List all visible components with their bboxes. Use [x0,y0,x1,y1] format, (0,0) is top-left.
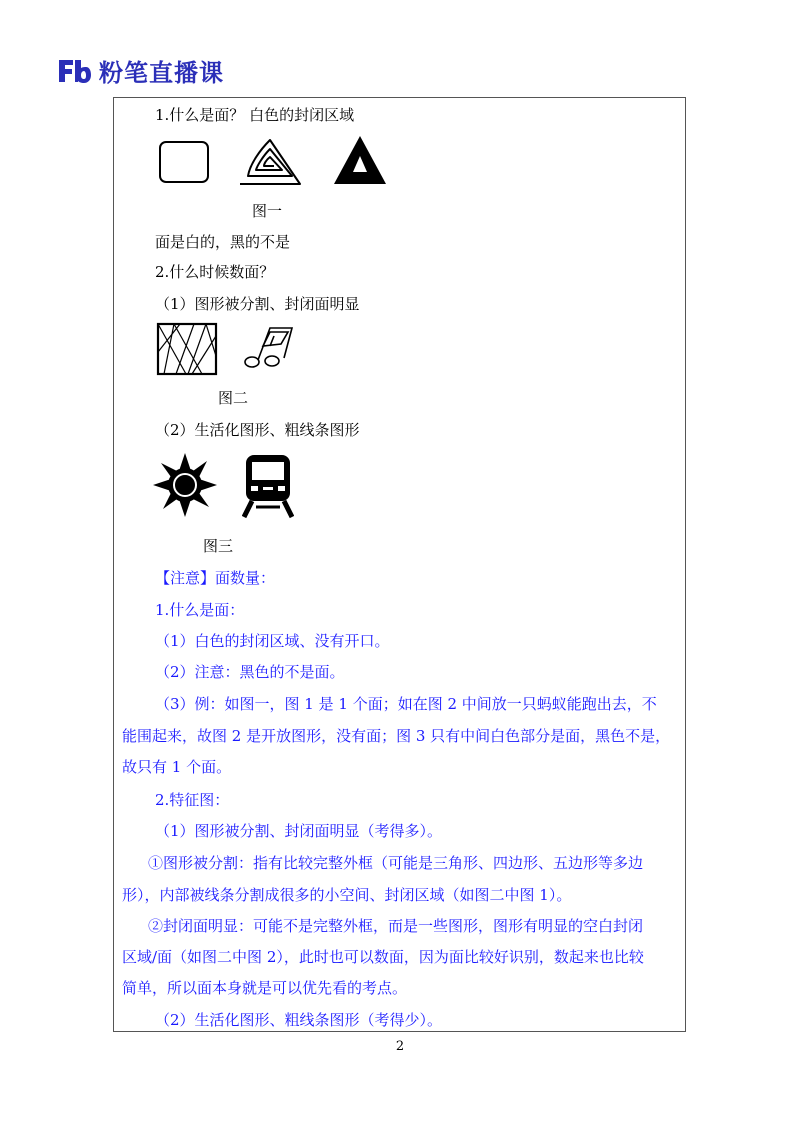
note-point-2-b-line-3: 简单，所以面本身就是可以优先看的考点。 [122,979,408,997]
note-point-1-1: （1）白色的封闭区域、没有开口。 [155,632,390,650]
rounded-rectangle-figure [158,140,210,184]
question-2-title: 2.什么时候数面？ [155,263,275,281]
figure-2-caption: 图二 [218,389,249,407]
open-spiral-figure [236,136,306,190]
question-2-item-2: （2）生活化图形、粗线条图形 [155,421,360,439]
note-title: 【注意】面数量： [155,569,276,587]
note-point-1: 1.什么是面： [155,601,245,619]
logo-text: 粉笔直播课 [99,59,224,87]
fb-logo-icon [57,58,91,84]
note-point-2: 2.特征图： [155,791,230,809]
question-2-item-1: （1）图形被分割、封闭面明显 [155,295,360,313]
train-figure [242,453,294,519]
header-logo [57,53,224,88]
note-point-2-b-line-1: ②封闭面明显：可能不是完整外框，而是一些图形，图形有明显的空白封闭 [148,917,644,935]
note-point-1-2: （2）注意：黑色的不是面。 [155,663,345,681]
question-1-answer: 面是白的，黑的不是 [155,233,291,251]
note-point-2-1: （1）图形被分割、封闭面明显（考得多）。 [155,822,443,840]
figure-1-caption: 图一 [252,202,283,220]
page-number: 2 [395,1039,405,1054]
black-triangle-figure [332,134,388,186]
sun-figure [151,451,219,519]
note-point-2-b-line-2: 区域/面（如图二中图 2），此时也可以数面，因为面比较好识别，数起来也比较 [122,948,644,966]
note-point-1-3-line-1: （3）例：如图一，图 1 是 1 个面；如在图 2 中间放一只蚂蚁能跑出去，不 [155,695,657,713]
note-point-1-3-line-2: 能围起来，故图 2 是开放图形，没有面；图 3 只有中间白色部分是面，黑色不是， [122,727,671,745]
divided-rectangle-figure [156,322,218,376]
question-1-title: 1.什么是面？ 白色的封闭区域 [155,106,355,124]
note-point-2-a-line-1: ①图形被分割：指有比较完整外框（可能是三角形、四边形、五边形等多边 [148,854,644,872]
note-point-2-a-line-2: 形），内部被线条分割成很多的小空间、封闭区域（如图二中图 1）。 [122,886,572,904]
figure-3-caption: 图三 [203,537,234,555]
note-point-1-3-line-3: 故只有 1 个面。 [122,758,232,776]
music-notes-figure [240,324,300,372]
note-point-2-2: （2）生活化图形、粗线条图形（考得少）。 [155,1011,443,1029]
